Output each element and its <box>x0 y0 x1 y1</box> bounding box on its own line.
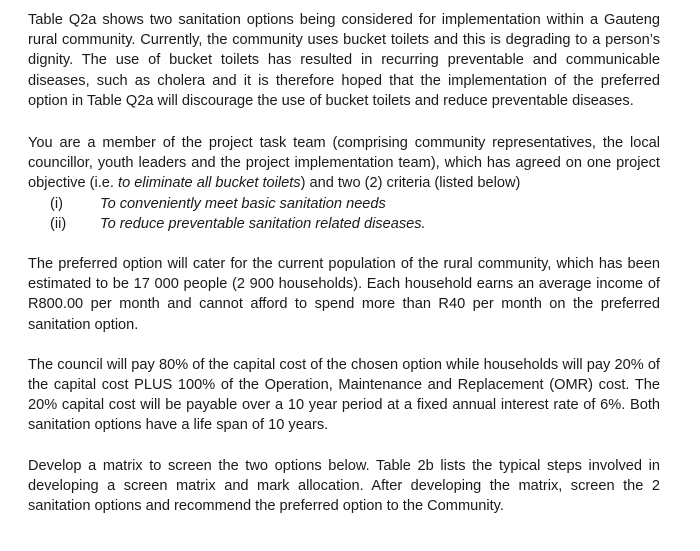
cost-sharing-paragraph: The council will pay 80% of the capital cost of the chosen option while households will pay 20% of the capital cost PLUS 100% of the Operation, Maintenance and Replacement (OMR) cost. The 20% capital cost will be payable over a 10 year period at a fixed annual interest rate of 6%. Both sanitation options have a life span of 10 years. <box>28 356 660 434</box>
population-paragraph: The preferred option will cater for the current population of the rural community, which has been estimated to be 17 000 people (2 900 households). Each household earns an average income of R800.00 per month and cannot afford to spend more than R40 per month on the preferred sanitation option. <box>28 256 660 333</box>
criterion-number: (ii) <box>50 215 67 232</box>
criterion-text: To conveniently meet basic sanitation needs <box>100 195 386 212</box>
project-objective: to eliminate all bucket toilets <box>118 175 301 192</box>
list-item <box>28 194 660 214</box>
criteria-list <box>28 194 660 234</box>
task-team-text-end: ) and two (2) criteria (listed below) <box>300 175 521 192</box>
criterion-text: To reduce preventable sanitation related diseases. <box>100 215 426 232</box>
criterion-number: (i) <box>50 195 63 212</box>
list-item <box>28 214 660 234</box>
intro-paragraph: Table Q2a shows two sanitation options being considered for implementation within a Gauteng rural community. Currently, the community uses bucket toilets and this is degrading to a person’s dignity. The use of bucket toilets has resulted in recurring preventable and communicable diseases, such as cholera and it is therefore hoped that the implementation of the preferred option in Table Q2a will discourage the use of bucket toilets and reduce preventable diseases. <box>28 12 660 109</box>
instructions-paragraph: Develop a matrix to screen the two options below. Table 2b lists the typical steps involved in developing a screen matrix and mark allocation. After developing the matrix, screen the 2 sanitation options and recommend the preferred option to the Community. <box>28 457 660 515</box>
task-team-text-start: You are a member of the project task team (comprising community representatives, the local councillor, youth leaders and the project implementation team), which has agreed on one project objective (i.e. <box>28 135 660 192</box>
task-team-paragraph <box>28 133 660 194</box>
